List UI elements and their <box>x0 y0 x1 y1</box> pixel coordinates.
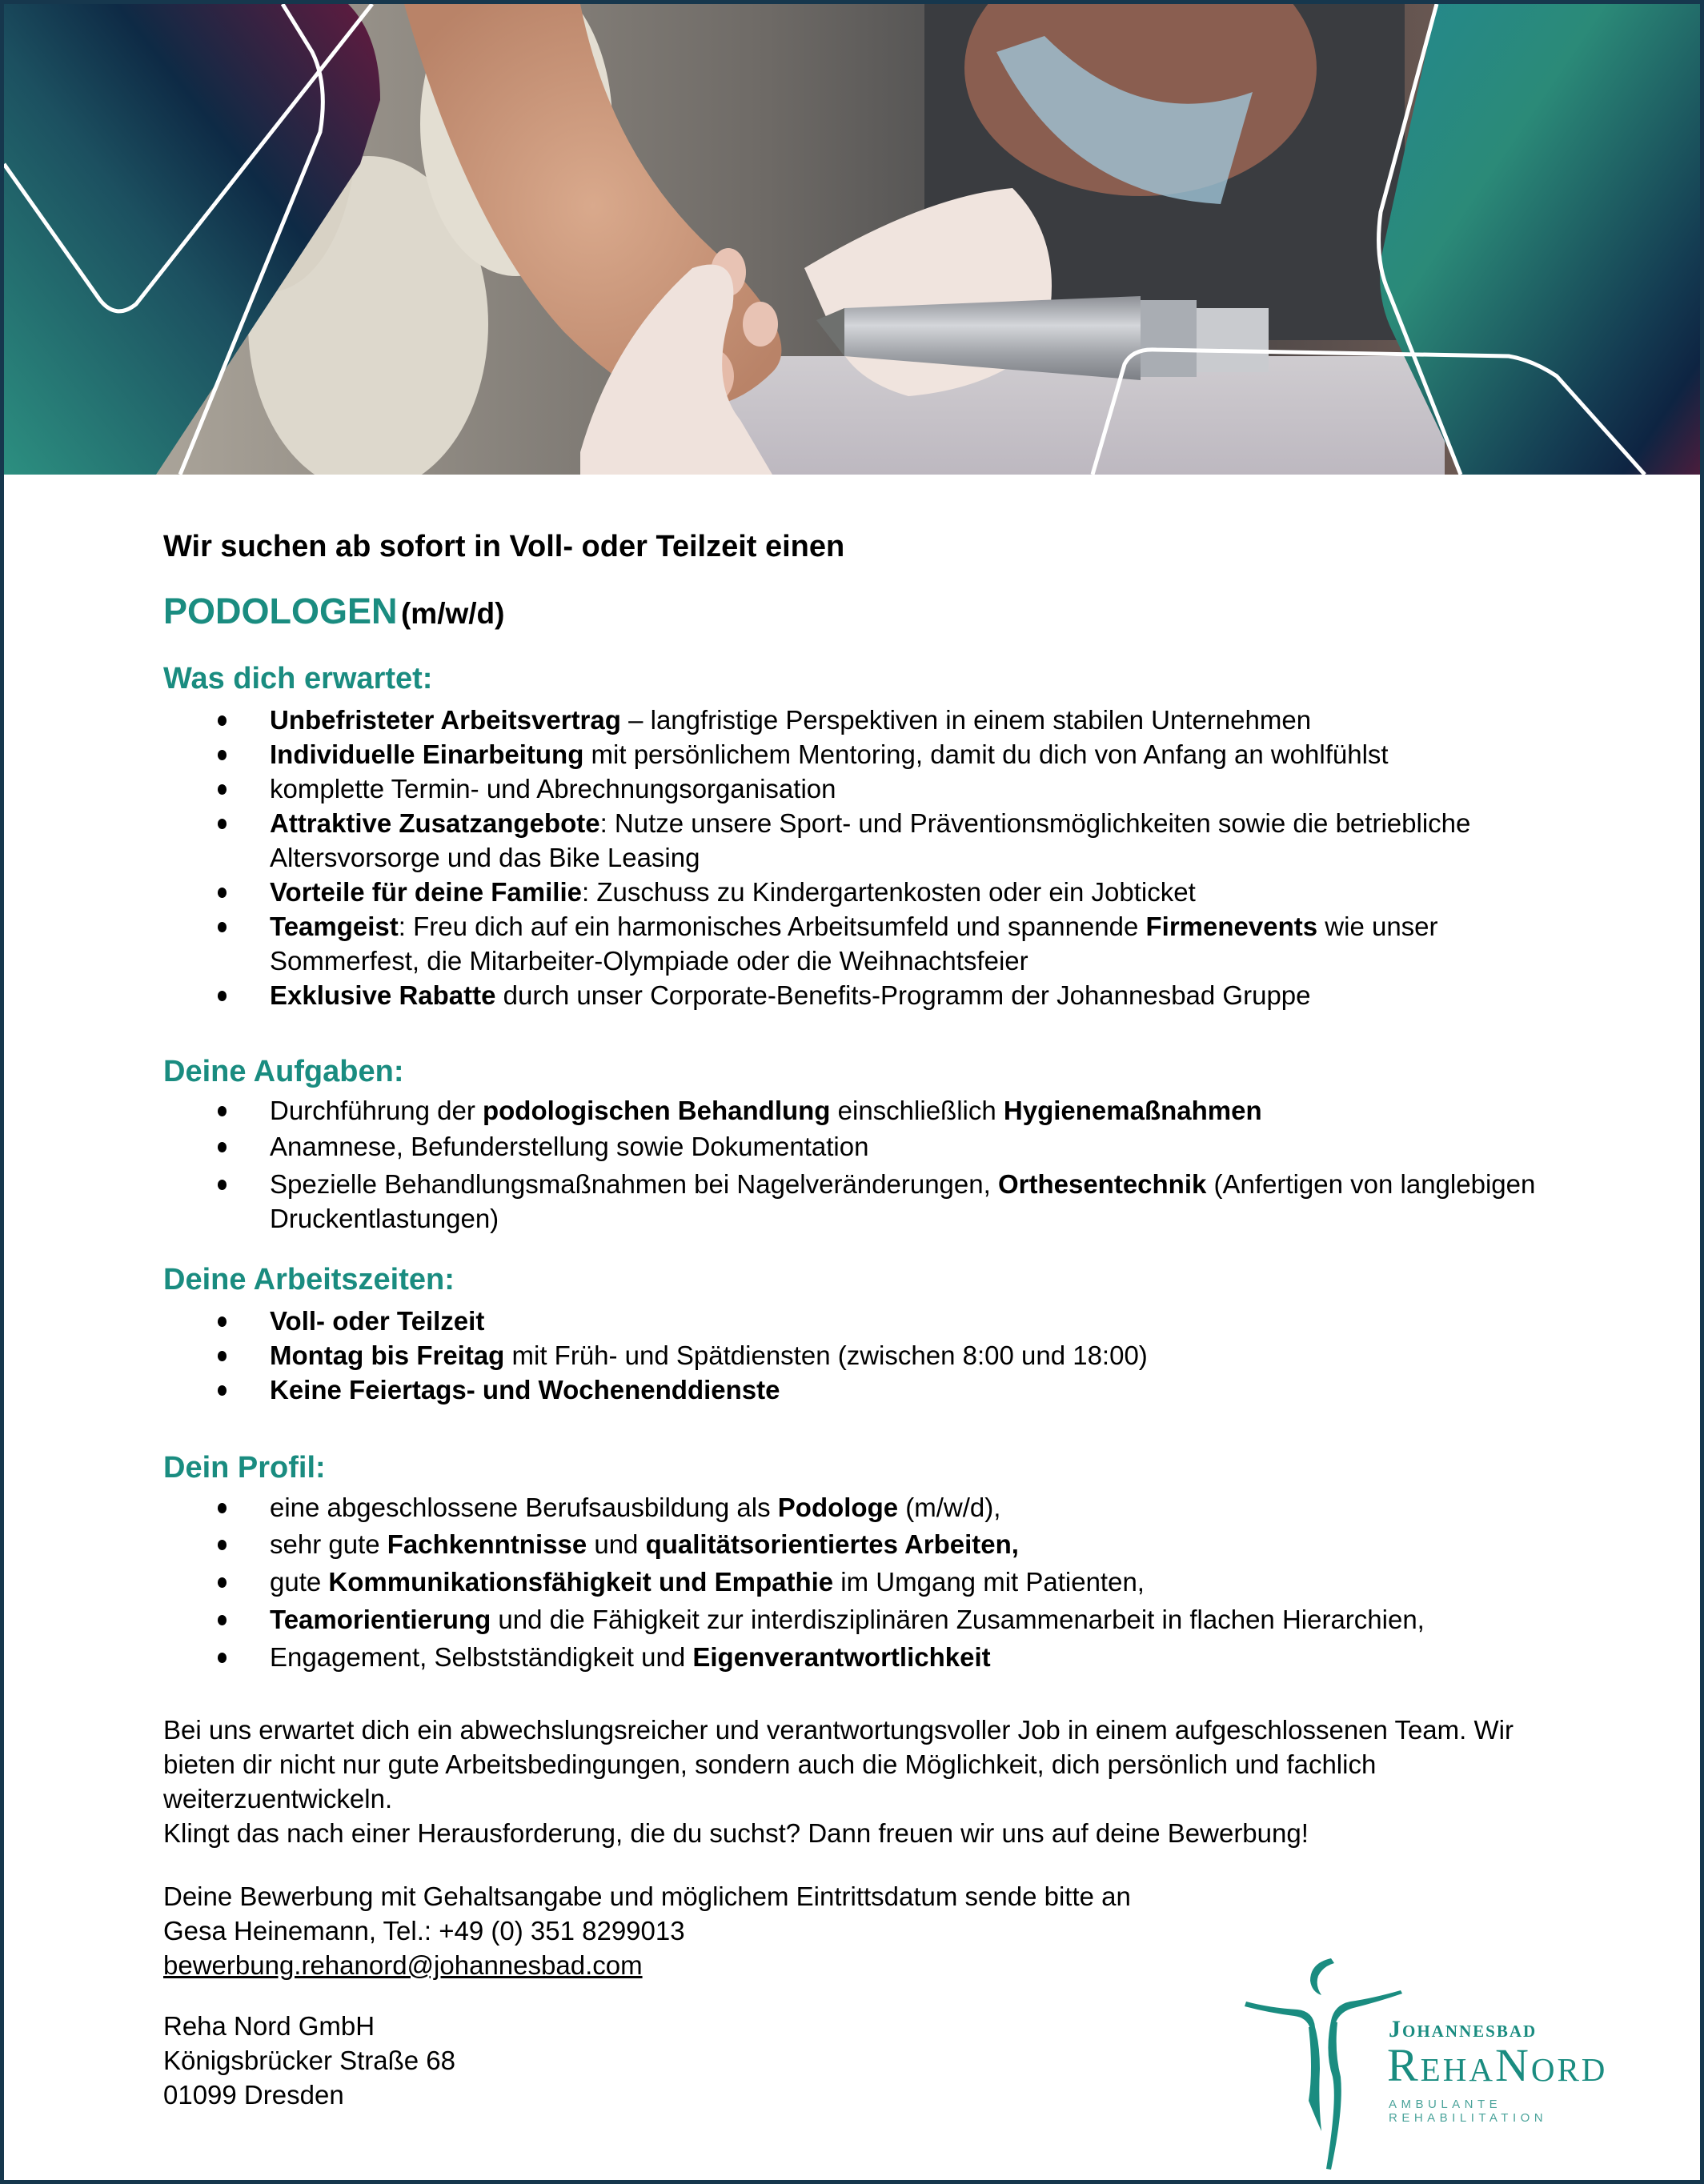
banner-graphic <box>4 4 1700 475</box>
list-item: Spezielle Behandlungsmaßnahmen bei Nagelveränderungen, Orthesentechnik (Anfertigen von langlebigen Druckentlastungen) <box>163 1167 1572 1236</box>
contact-person: Gesa Heinemann, Tel.: +49 (0) 351 8299013 <box>163 1916 685 1946</box>
section-heading-tasks: Deine Aufgaben: <box>163 1055 404 1088</box>
closing-text: Bei uns erwartet dich ein abwechslungsreicher und verantwortungsvoller Job in einem aufgeschlossenen Team. Wir bieten dir nicht nur gute Arbeitsbedingungen, sondern auch die Möglichkeit, dich persönlich und fachlich weiterzuentwickeln. <box>163 1715 1514 1813</box>
logo-name-line: RehaNord <box>1387 2039 1608 2091</box>
list-item: sehr gute Fachkenntnisse und qualitätsorientiertes Arbeiten, <box>163 1527 1572 1561</box>
section-heading-expect: Was dich erwartet: <box>163 662 433 695</box>
list-item: Durchführung der podologischen Behandlung einschließlich Hygienemaßnahmen <box>163 1093 1572 1128</box>
list-item: Teamorientierung und die Fähigkeit zur interdisziplinären Zusammenarbeit in flachen Hierarchien, <box>163 1602 1572 1637</box>
list-item: Individuelle Einarbeitung mit persönlichem Mentoring, damit du dich von Anfang an wohlfühlst <box>163 737 1572 771</box>
tasks-list <box>163 1093 1572 1236</box>
job-title: PODOLOGEN <box>163 591 398 631</box>
list-item: Exklusive Rabatte durch unser Corporate-Benefits-Programm der Johannesbad Gruppe <box>163 978 1572 1012</box>
company-logo <box>1237 1949 1653 2173</box>
list-item: Montag bis Freitag mit Früh- und Spätdiensten (zwischen 8:00 und 18:00) <box>163 1338 1572 1373</box>
section-heading-hours: Deine Arbeitszeiten: <box>163 1263 455 1296</box>
list-item: Anamnese, Befunderstellung sowie Dokumentation <box>163 1129 1572 1164</box>
logo-brand-line: Johannesbad <box>1389 2016 1538 2042</box>
section-heading-profile: Dein Profil: <box>163 1451 326 1485</box>
profile-list <box>163 1490 1572 1674</box>
contact-intro: Deine Bewerbung mit Gehaltsangabe und möglichem Eintrittsdatum sende bitte an <box>163 1881 1131 1911</box>
closing-call-to-action: Klingt das nach einer Herausforderung, die du suchst? Dann freuen wir uns auf deine Bewerbung! <box>163 1818 1309 1848</box>
list-item: Vorteile für deine Familie: Zuschuss zu Kindergartenkosten oder ein Jobticket <box>163 875 1572 909</box>
header-banner <box>4 4 1700 475</box>
closing-paragraph <box>163 1713 1572 1850</box>
city-address: 01099 Dresden <box>163 2080 344 2110</box>
list-item: Keine Feiertags- und Wochenenddienste <box>163 1373 1572 1407</box>
hours-list <box>163 1304 1572 1407</box>
logo-tagline: AMBULANTE REHABILITATION <box>1389 2098 1548 2125</box>
street-address: Königsbrücker Straße 68 <box>163 2046 456 2075</box>
list-item: komplette Termin- und Abrechnungsorganisation <box>163 771 1572 806</box>
list-item: Attraktive Zusatzangebote: Nutze unsere Sport- und Präventionsmöglichkeiten sowie die betriebliche Altersvorsorge und das Bike Leasing <box>163 806 1572 875</box>
benefits-list <box>163 703 1572 1012</box>
list-item: Engagement, Selbstständigkeit und Eigenverantwortlichkeit <box>163 1640 1572 1674</box>
list-item: Unbefristeter Arbeitsvertrag – langfristige Perspektiven in einem stabilen Unternehmen <box>163 703 1572 737</box>
job-title-line <box>163 591 504 632</box>
email-link[interactable]: bewerbung.rehanord@johannesbad.com <box>163 1950 643 1980</box>
job-posting-page <box>4 4 1700 2180</box>
list-item: Voll- oder Teilzeit <box>163 1304 1572 1338</box>
list-item: eine abgeschlossene Berufsausbildung als Podologe (m/w/d), <box>163 1490 1572 1525</box>
job-gender-suffix: (m/w/d) <box>400 597 505 630</box>
list-item: Teamgeist: Freu dich auf ein harmonisches Arbeitsumfeld und spannende Firmenevents wie unser Sommerfest, die Mitarbeiter-Olympiade oder die Weihnachtsfeier <box>163 909 1572 978</box>
intro-heading: Wir suchen ab sofort in Voll- oder Teilzeit einen <box>163 530 845 563</box>
list-item: gute Kommunikationsfähigkeit und Empathie im Umgang mit Patienten, <box>163 1565 1572 1599</box>
company-name: Reha Nord GmbH <box>163 2011 375 2041</box>
